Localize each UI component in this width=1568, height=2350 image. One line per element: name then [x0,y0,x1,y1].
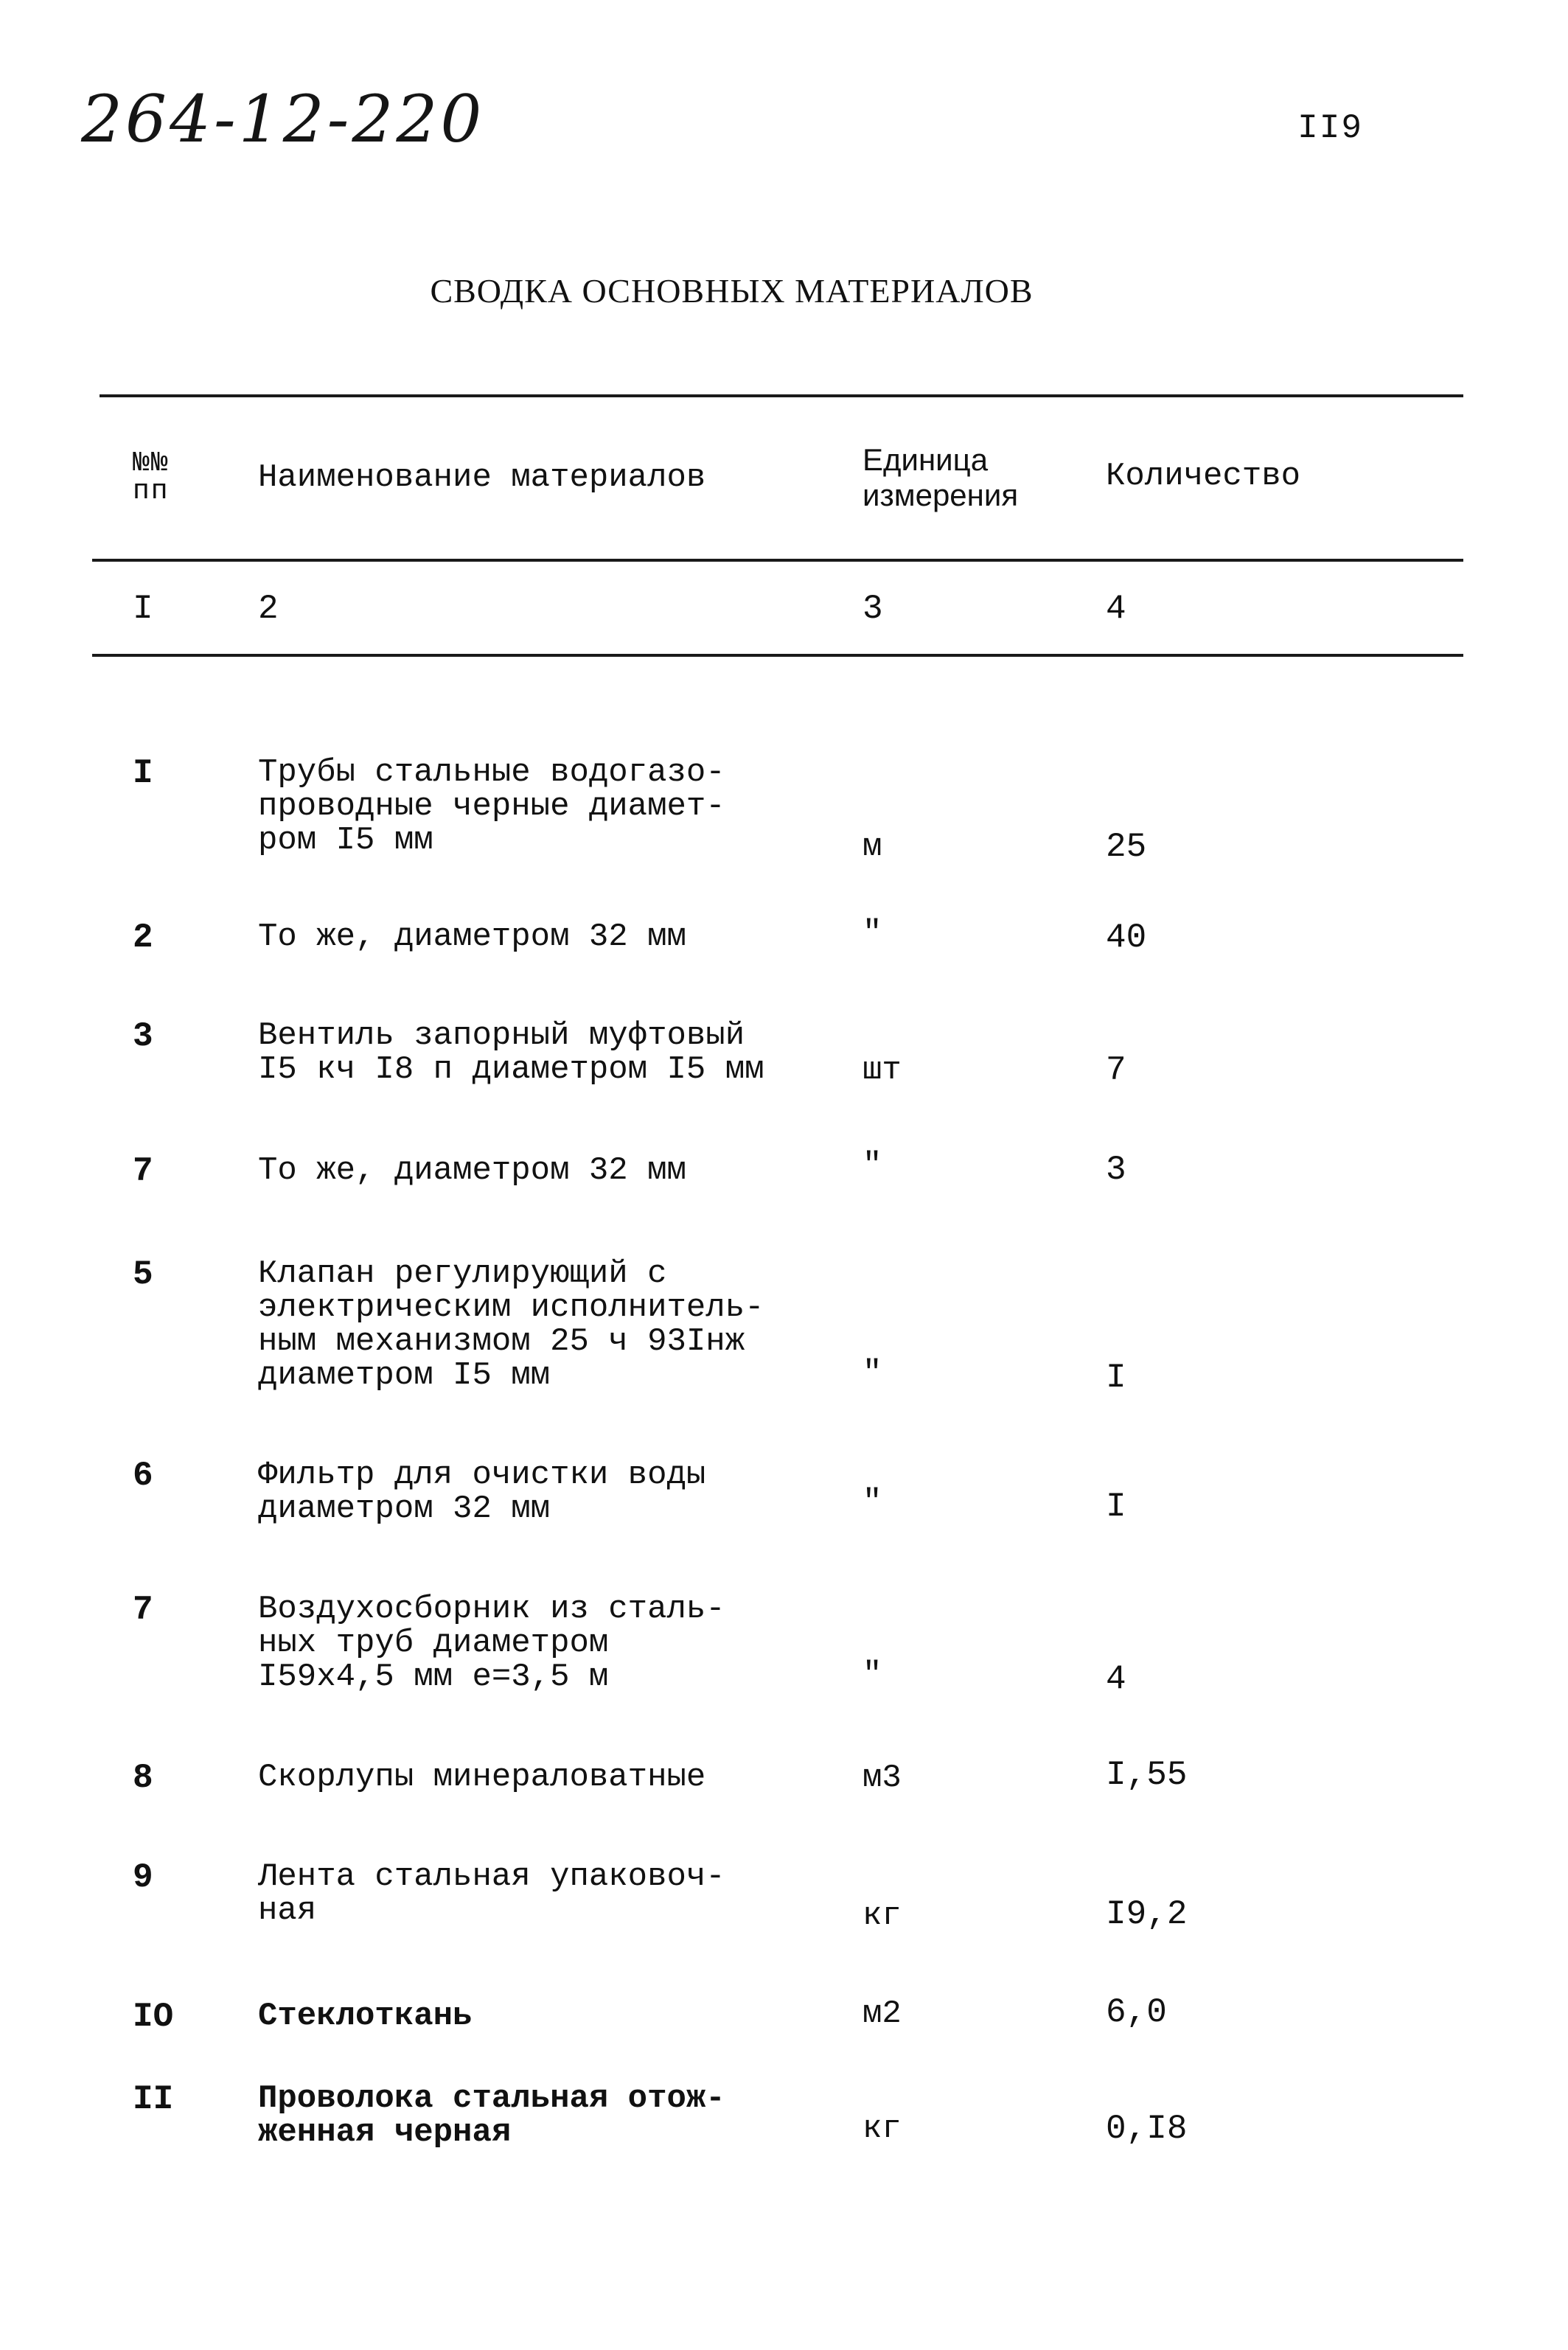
row-number: 9 [133,1858,153,1897]
material-name: Проволока стальная отож- женная черная [258,2080,725,2151]
unit: " [863,1147,882,1184]
unit: кг [863,2110,902,2147]
quantity: I [1106,1488,1126,1526]
quantity: I9,2 [1106,1895,1188,1934]
row-number: I [133,754,153,792]
column-header-unit: Единица измерения [863,442,1019,512]
page-number: II9 [1297,109,1363,147]
column-index: I [133,590,153,628]
row-number: II [133,2080,174,2119]
table-top-rule [100,394,1463,397]
unit: " [863,1484,882,1521]
material-name: Стеклоткань [258,1998,473,2035]
unit: м2 [863,1995,902,2032]
quantity: 7 [1106,1051,1126,1089]
column-index: 2 [258,590,279,628]
column-header-number: №№ пп [133,447,170,507]
unit: " [863,1656,882,1693]
row-number: 3 [133,1017,153,1056]
unit: кг [863,1897,902,1934]
row-number: 5 [133,1255,153,1294]
material-name: Трубы стальные водогазо- проводные черные диамет- ром I5 мм [258,754,725,859]
material-name: Клапан регулирующий с электрическим исполнитель- ным механизмом 25 ч 93Iнж диаметром I5 мм [258,1255,764,1394]
unit: " [863,1355,882,1392]
quantity: 6,0 [1106,1993,1167,2032]
row-number: 7 [133,1152,153,1190]
row-number: IO [133,1998,174,2036]
quantity: 3 [1106,1151,1126,1189]
row-number: 6 [133,1457,153,1495]
unit: шт [863,1052,902,1089]
material-name: Лента стальная упаковоч- ная [258,1858,725,1929]
quantity: I [1106,1359,1126,1397]
material-name: Вентиль запорный муфтовый I5 кч I8 п диаметром I5 мм [258,1017,764,1088]
quantity: 40 [1106,918,1147,957]
material-name: То же, диаметром 32 мм [258,918,686,955]
index-bottom-rule [92,654,1463,657]
material-name: Воздухосборник из сталь- ных труб диаметром I59х4,5 мм е=3,5 м [258,1591,725,1695]
column-header-name: Наименование материалов [258,459,706,496]
row-number: 7 [133,1591,153,1629]
page-title: СВОДКА ОСНОВНЫХ МАТЕРИАЛОВ [430,272,1034,310]
material-name: То же, диаметром 32 мм [258,1152,686,1189]
quantity: 0,I8 [1106,2110,1188,2148]
header-bottom-rule [92,559,1463,562]
material-name: Фильтр для очистки воды диаметром 32 мм [258,1457,706,1527]
material-name: Скорлупы минераловатные [258,1759,706,1796]
quantity: I,55 [1106,1756,1188,1794]
quantity: 25 [1106,828,1147,866]
row-number: 8 [133,1759,153,1797]
row-number: 2 [133,918,153,957]
unit: " [863,915,882,952]
unit: м3 [863,1760,902,1796]
column-index: 3 [863,590,883,628]
column-index: 4 [1106,590,1126,628]
column-header-quantity: Количество [1106,458,1301,495]
quantity: 4 [1106,1660,1126,1698]
unit: м [863,829,882,865]
document-code: 264-12-220 [81,81,485,157]
